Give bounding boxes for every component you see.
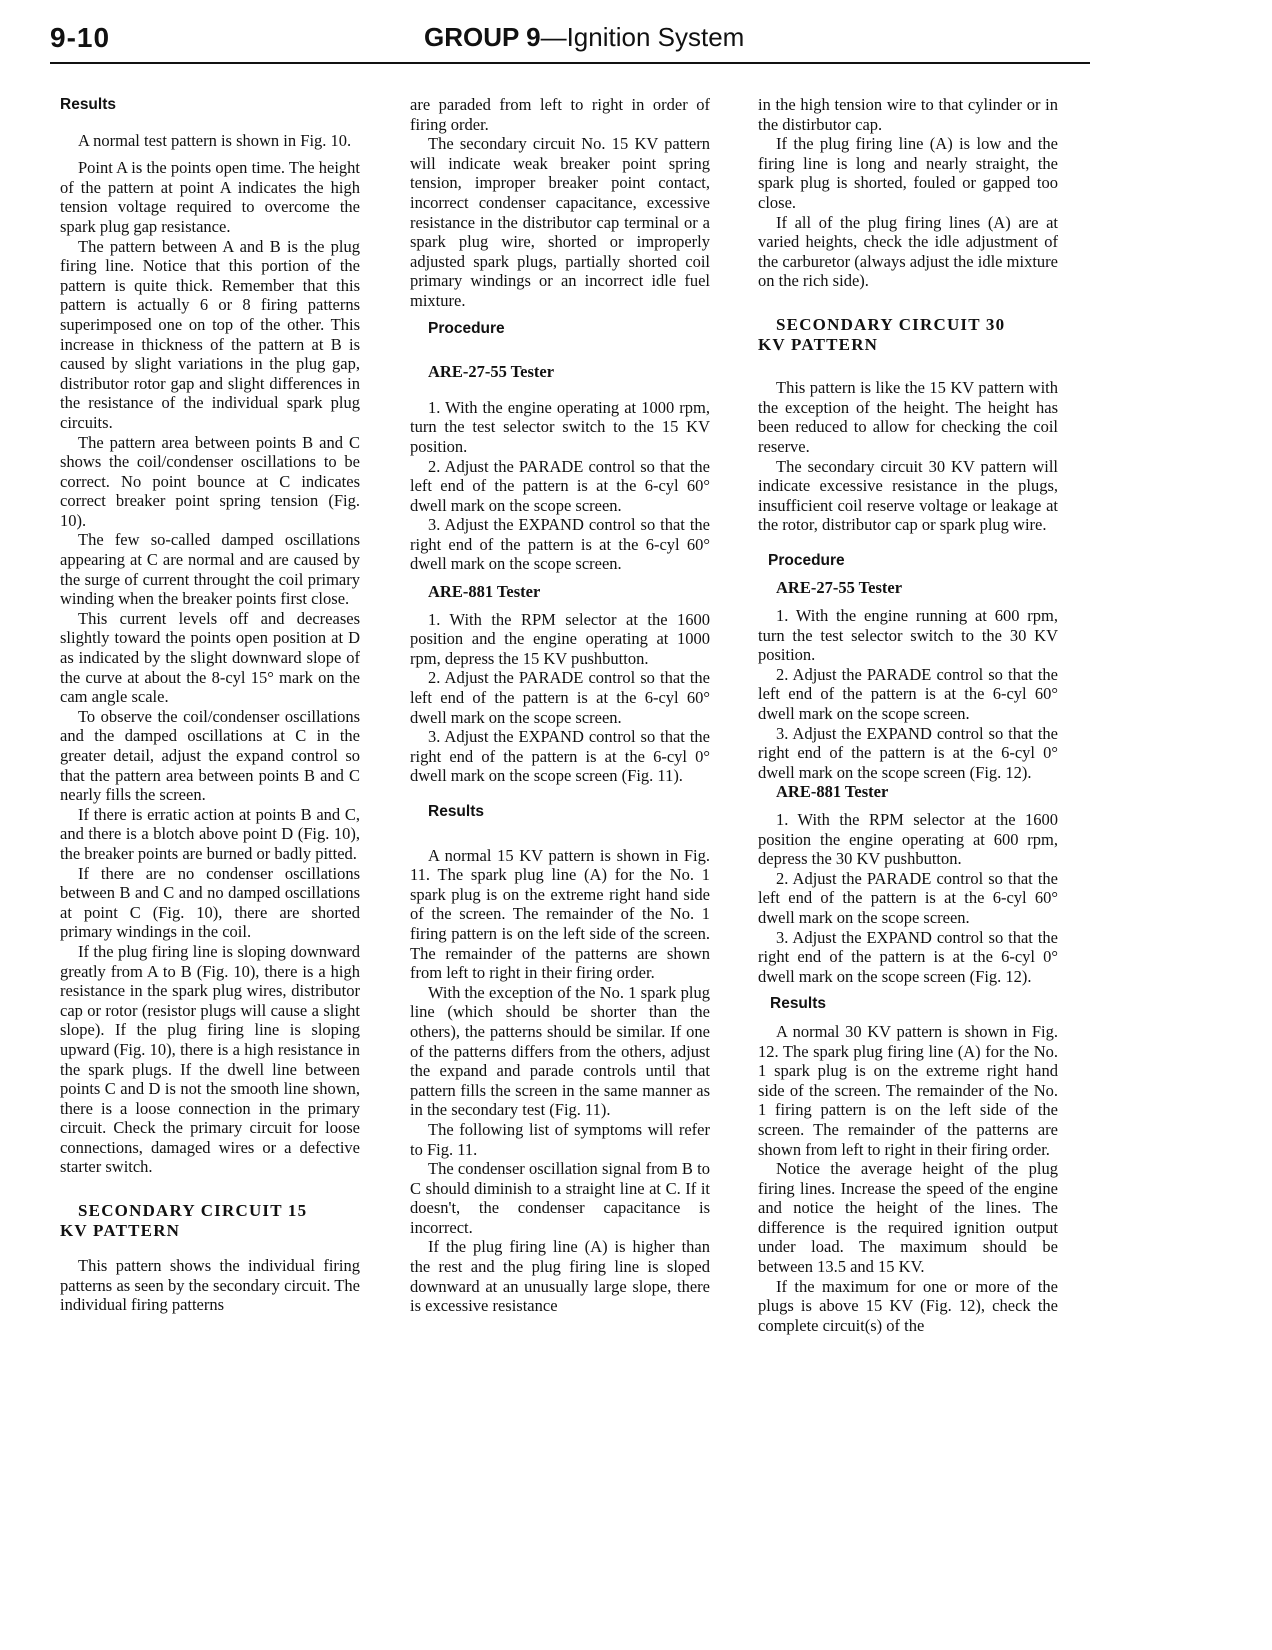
column-1	[60, 95, 360, 1315]
procedure-heading: Procedure	[428, 319, 505, 337]
section-title: —Ignition System	[540, 22, 745, 52]
paragraph: If there is erratic action at points B and C, and there is a blotch above point D (Fig. 10), the breaker points are burned or badly pitted.	[60, 804, 360, 863]
group-label: GROUP 9	[424, 22, 541, 52]
step: 1. With the RPM selector at the 1600 position the engine operating at 600 rpm, depress the 30 KV pushbutton.	[758, 810, 1058, 869]
paragraph: The pattern between A and B is the plug firing line. Notice that this portion of the pattern is quite thick. Remember that this pattern is actually 6 or 8 firing patterns superimposed one on top of the other. This increase in thickness of the pattern at B is caused by slight variations in the plug gap, distributor rotor gap and slight differences in the resistance of the individual spark plug circuits.	[60, 236, 360, 432]
header-rule	[50, 62, 1090, 64]
results-heading: Results	[60, 96, 116, 113]
paragraph: The secondary circuit 30 KV pattern will indicate excessive resistance in the plugs, insufficient coil reserve voltage or leakage at the rotor, distributor cap or spark plug wire.	[758, 456, 1058, 535]
paragraph: This pattern shows the individual firing patterns as seen by the secondary circuit. The individual firing patterns	[60, 1256, 360, 1315]
section-heading-line: SECONDARY CIRCUIT 15	[78, 1201, 308, 1221]
paragraph: in the high tension wire to that cylinder or in the distirbutor cap.	[758, 95, 1058, 134]
step: 1. With the engine operating at 1000 rpm, turn the test selector switch to the 15 KV position.	[410, 397, 710, 456]
paragraph: This pattern is like the 15 KV pattern with the exception of the height. The height has been reduced to allow for checking the coil reserve.	[758, 378, 1058, 456]
column-3	[758, 95, 1058, 1335]
step: 3. Adjust the EXPAND control so that the right end of the pattern is at the 6-cyl 0° dwell mark on the scope screen (Fig. 12).	[758, 723, 1058, 782]
paragraph: If the plug firing line is sloping downward greatly from A to B (Fig. 10), there is a high resistance in the spark plug wires, distributor cap or rotor (resistor plugs will cause a slight slope). If the plug firing line is sloping upward (Fig. 10), there is a high resistance in the spark plugs. If the dwell line between points C and D is not the smooth line shown, there is a loose connection in the primary circuit. Check the primary circuit for loose connections, damaged wires or a defective starter switch.	[60, 941, 360, 1177]
tester-heading: ARE-881 Tester	[776, 782, 889, 802]
step: 2. Adjust the PARADE control so that the left end of the pattern is at the 6-cyl 60° dwell mark on the scope screen.	[758, 868, 1058, 927]
tester-heading: ARE-27-55 Tester	[776, 578, 903, 598]
column-2	[410, 95, 710, 1316]
step: 3. Adjust the EXPAND control so that the right end of the pattern is at the 6-cyl 60° dwell mark on the scope screen.	[410, 515, 710, 574]
section-heading-line: KV PATTERN	[758, 334, 879, 354]
paragraph: A normal test pattern is shown in Fig. 10.	[78, 130, 352, 150]
step: 3. Adjust the EXPAND control so that the right end of the pattern is at the 6-cyl 0° dwell mark on the scope screen (Fig. 11).	[410, 727, 710, 786]
paragraph: This current levels off and decreases slightly toward the points open position at D as indicated by the slight downward slope of the curve at about the 8-cyl 15° mark on the cam angle scale.	[60, 608, 360, 707]
running-title	[424, 22, 744, 53]
step: 3. Adjust the EXPAND control so that the right end of the pattern is at the 6-cyl 0° dwell mark on the scope screen (Fig. 12).	[758, 927, 1058, 986]
tester-heading: ARE-881 Tester	[428, 582, 541, 602]
paragraph: Point A is the points open time. The height of the pattern at point A indicates the high tension voltage required to overcome the spark plug gap resistance.	[60, 158, 360, 236]
step: 2. Adjust the PARADE control so that the left end of the pattern is at the 6-cyl 60° dwell mark on the scope screen.	[410, 668, 710, 727]
results-heading: Results	[770, 995, 826, 1013]
paragraph: If the plug firing line (A) is low and the firing line is long and nearly straight, the spark plug is shorted, fouled or gapped too close.	[758, 134, 1058, 212]
paragraph: A normal 30 KV pattern is shown in Fig. 12. The spark plug firing line (A) for the No. 1 spark plug is on the extreme right hand side of the screen. The remainder of the No. 1 firing pattern is on the left side of the screen. The remainder of the patterns are shown from left to right in their firing order.	[758, 1021, 1058, 1159]
paragraph: If there are no condenser oscillations between B and C and no damped oscillations at point C (Fig. 10), there are shorted primary windings in the coil.	[60, 863, 360, 942]
procedure-heading: Procedure	[768, 551, 845, 569]
step: 1. With the engine running at 600 rpm, turn the test selector switch to the 30 KV position.	[758, 606, 1058, 665]
paragraph: The following list of symptoms will refer to Fig. 11.	[410, 1119, 710, 1159]
paragraph: With the exception of the No. 1 spark plug line (which should be shorter than the others), the patterns should be similar. If one of the patterns differs from the others, adjust the expand and parade controls until that pattern fills the screen in the same manner as in the secondary test (Fig. 11).	[410, 982, 710, 1120]
paragraph: A normal 15 KV pattern is shown in Fig. 11. The spark plug line (A) for the No. 1 spark plug is on the extreme right hand side of the screen. The remainder of the No. 1 firing pattern is on the left side of the screen. The remainder of the patterns are shown from left to right in their firing order.	[410, 845, 710, 983]
tester-heading: ARE-27-55 Tester	[428, 362, 555, 382]
paragraph: The pattern area between points B and C shows the coil/condenser oscillations to be correct. No point bounce at C indicates correct breaker point spring tension (Fig. 10).	[60, 432, 360, 530]
paragraph: If the maximum for one or more of the plugs is above 15 KV (Fig. 12), check the complete circuit(s) of the	[758, 1276, 1058, 1335]
section-heading-30kv	[758, 315, 1058, 354]
section-heading-line: KV PATTERN	[60, 1220, 181, 1240]
step: 2. Adjust the PARADE control so that the left end of the pattern is at the 6-cyl 60° dwell mark on the scope screen.	[410, 456, 710, 515]
paragraph: Notice the average height of the plug firing lines. Increase the speed of the engine and notice the height of the lines. The difference is the required ignition output under load. The maximum should be between 13.5 and 15 KV.	[758, 1159, 1058, 1277]
paragraph: If all of the plug firing lines (A) are at varied heights, check the idle adjustment of the carburetor (always adjust the idle mixture on the rich side).	[758, 212, 1058, 291]
paragraph: If the plug firing line (A) is higher than the rest and the plug firing line is sloped downward at an unusually large slope, there is excessive resistance	[410, 1237, 710, 1316]
section-heading-15kv	[60, 1201, 360, 1240]
page-number: 9-10	[50, 22, 111, 53]
paragraph: The secondary circuit No. 15 KV pattern will indicate weak breaker point spring tension, improper breaker point contact, incorrect condenser capacitance, excessive resistance in the distributor cap terminal or a spark plug wire, shorted or improperly adjusted spark plugs, partially shorted coil primary windings or an incorrect idle fuel mixture.	[410, 134, 710, 310]
step: 2. Adjust the PARADE control so that the left end of the pattern is at the 6-cyl 60° dwell mark on the scope screen.	[758, 664, 1058, 724]
paragraph: The few so-called damped oscillations appearing at C are normal and are caused by the surge of current throught the coil primary winding when the breaker points first close.	[60, 530, 360, 609]
paragraph: The condenser oscillation signal from B to C should diminish to a straight line at C. If it doesn't, the condenser capacitance is incorrect.	[410, 1159, 710, 1237]
step: 1. With the RPM selector at the 1600 position and the engine operating at 1000 rpm, depress the 15 KV pushbutton.	[410, 609, 710, 668]
paragraph: are paraded from left to right in order of firing order.	[410, 95, 710, 134]
paragraph: To observe the coil/condenser oscillations and the damped oscillations at C in the greater detail, adjust the expand control so that the pattern area between points B and C nearly fills the screen.	[60, 706, 360, 805]
results-heading: Results	[428, 803, 484, 820]
section-heading-line: SECONDARY CIRCUIT 30	[776, 314, 1006, 334]
